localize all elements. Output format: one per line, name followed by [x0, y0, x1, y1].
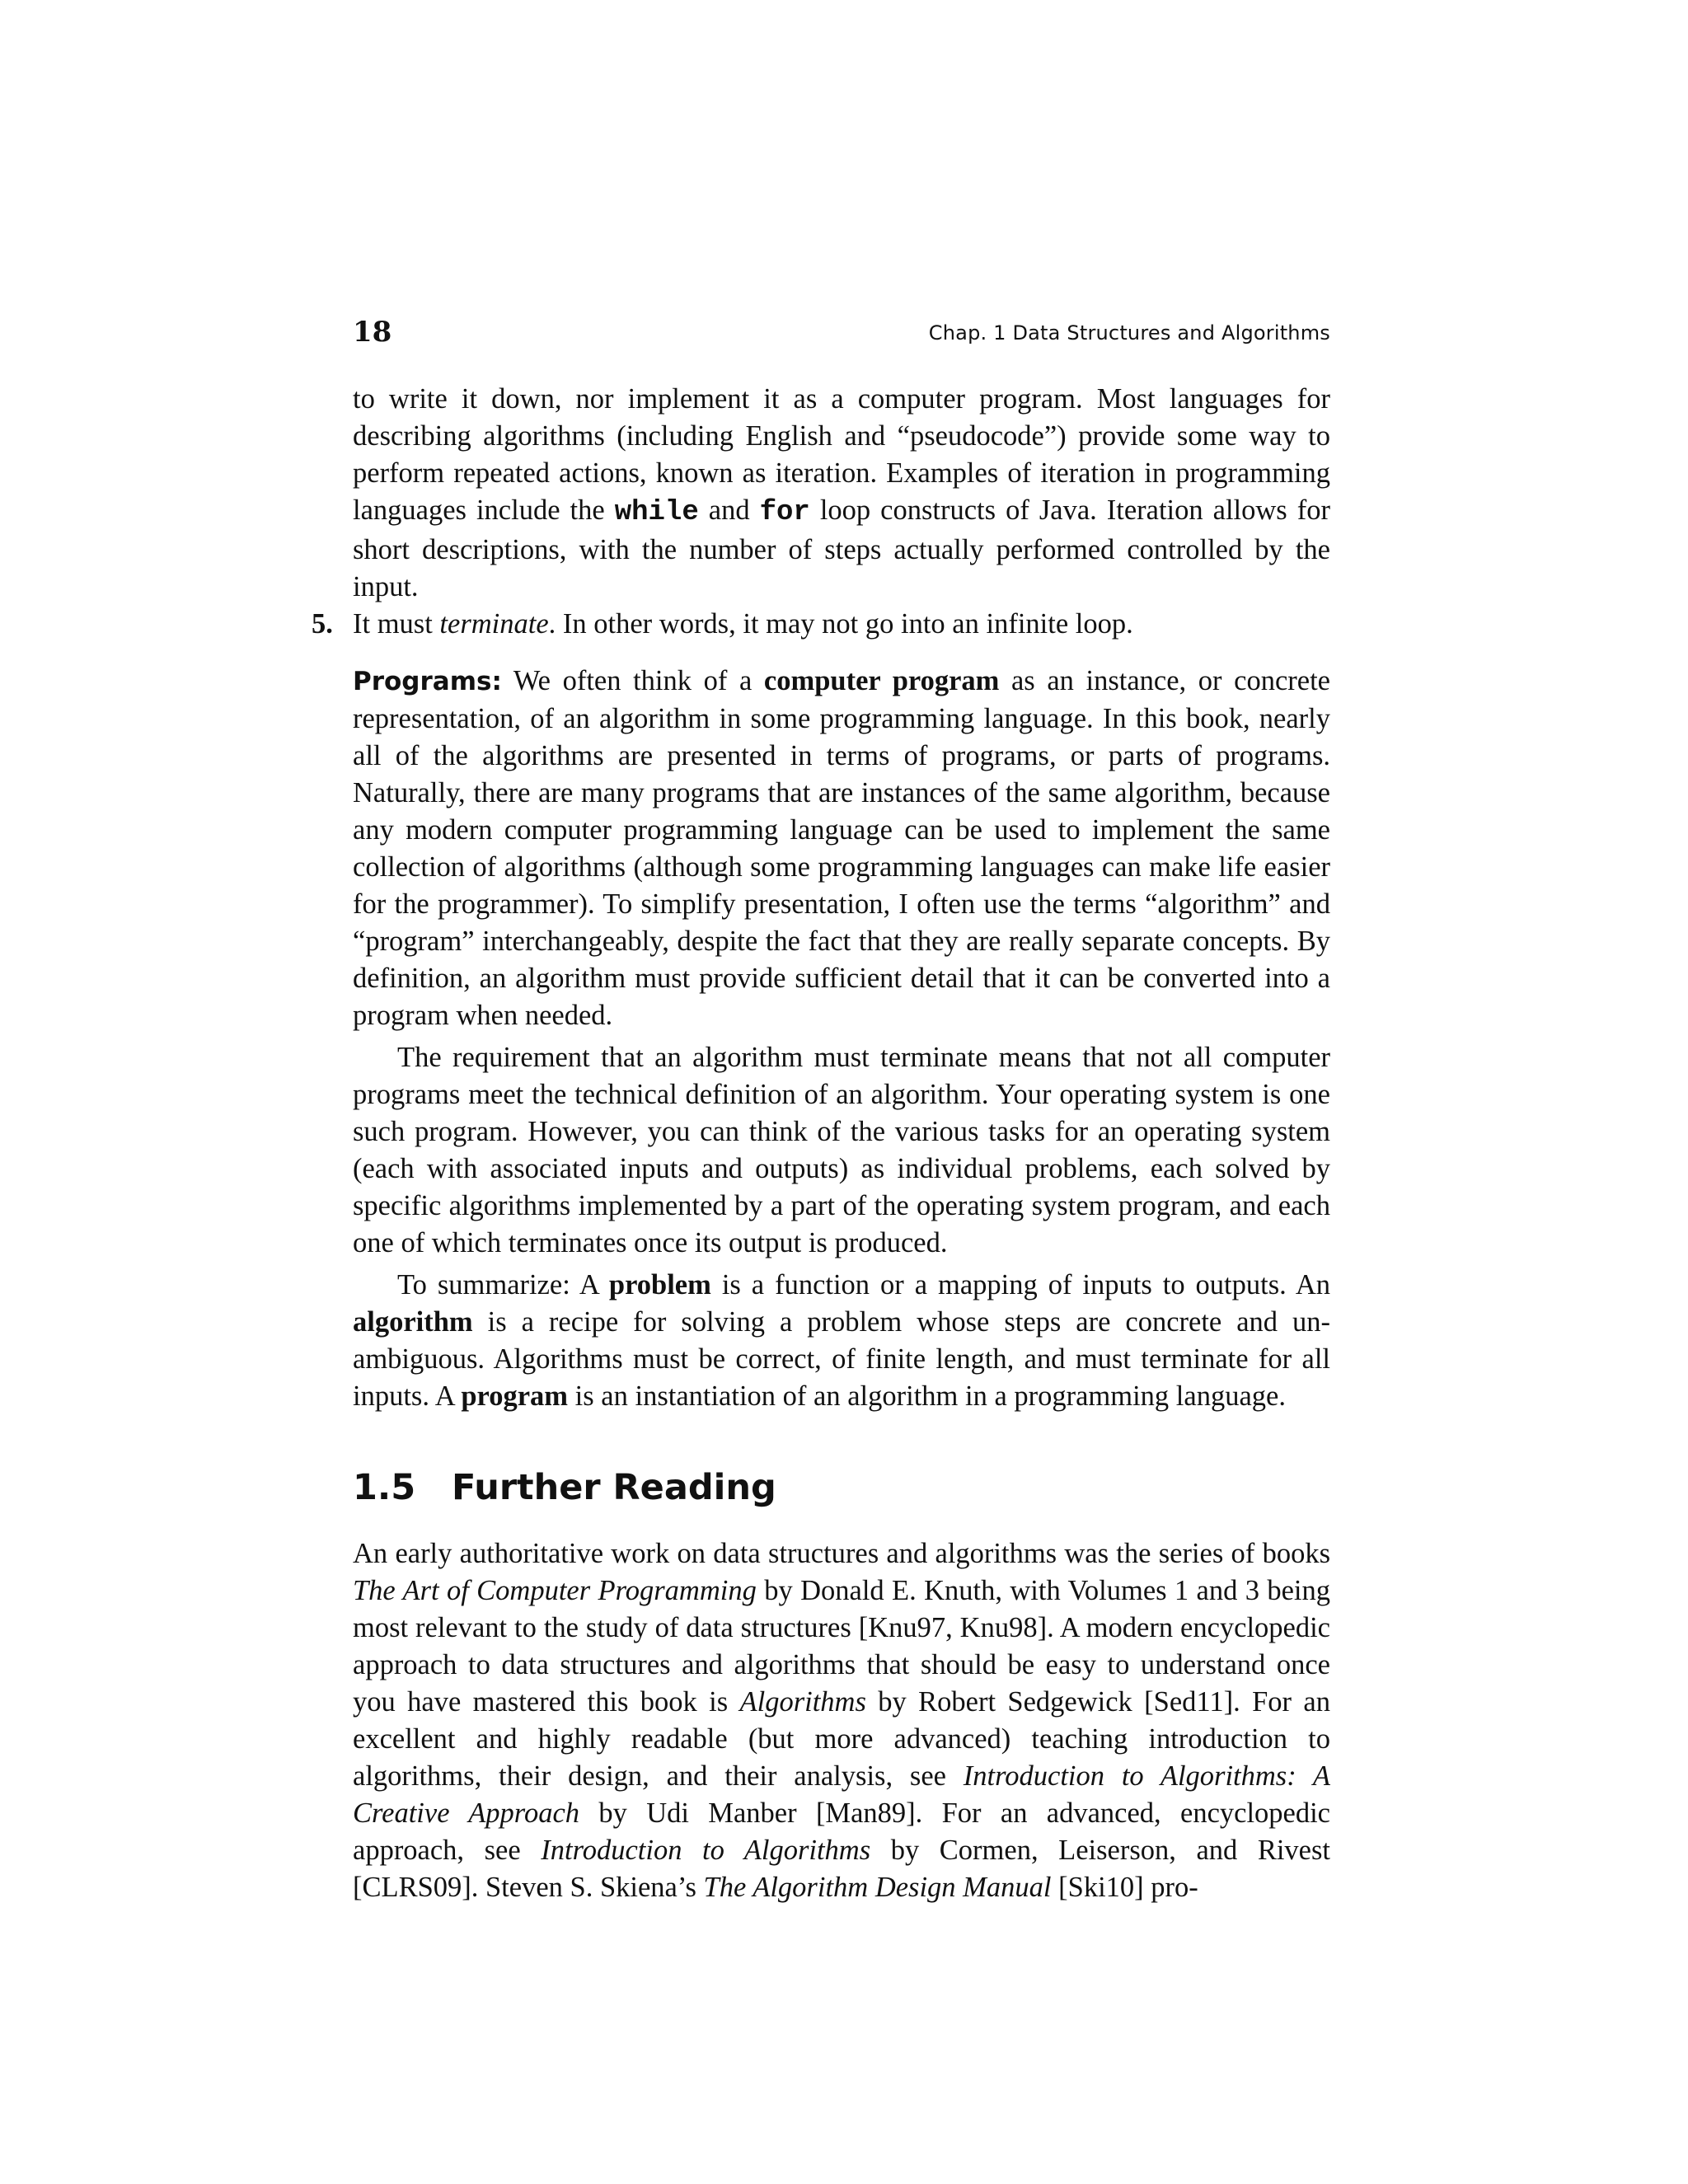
page-body [312, 381, 1331, 1906]
text-run: [Ski10] pro- [1051, 1872, 1198, 1903]
text-run: and [698, 494, 760, 526]
book-title-clrs: Introduction to Algorithms [541, 1835, 871, 1866]
term-computer-program: computer program [763, 665, 1000, 696]
paragraph-further-reading [353, 1535, 1330, 1906]
code-for: for [759, 497, 810, 528]
term-problem: problem [608, 1269, 711, 1301]
text-run: We often think of a [501, 665, 764, 696]
emphasis-terminate: terminate [439, 608, 549, 640]
page-number: 18 [353, 316, 392, 349]
text-run: loop constructs of Java. Iteration allows for short descriptions, with the number of steps actually performed controlled by the input. [353, 494, 1330, 602]
term-algorithm: algorithm [353, 1306, 473, 1338]
paragraph-requirement: The requirement that an algorithm must terminate means that not all computer programs meet the technical definition of an algorithm. Your operating system is one such program. However, you can think of the various tasks for an operating system (each with associated inputs and outputs) as individual problems, each solved by specific algorithms implemented by a part of the operating system program, and each one of which terminates once its output is produced. [353, 1042, 1330, 1258]
text-run: by Cormen, Leiserson, and Rivest [CLRS09]. Steven S. Skiena’s [353, 1835, 1331, 1903]
text-run: by Robert Sedgewick [Sed11]. For an excellent and highly readable (but more advanced) teaching introduction to algorithms, their design, and their analysis, see [353, 1686, 1330, 1792]
text-run: to write it down, nor implement it as a computer program. Most languages for describing algorithms (including English and “pseudocode”) provide some way to perform repeated actions, known as iteration. Examples of iteration in programming languages include the [353, 383, 1330, 526]
text-run: An early authoritative work on data structures and algorithms was the series of books [353, 1538, 1330, 1569]
list-item-4-continuation [353, 381, 1330, 606]
list-item-5 [312, 606, 1330, 643]
book-title-algorithms: Algorithms [739, 1686, 866, 1718]
text-run: is a function or a mapping of inputs to outputs. An [710, 1269, 1331, 1301]
section-title: Further Reading [452, 1467, 776, 1508]
text-run: is a recipe for solving a problem whose steps are concrete and unambiguous. Algorithms must be correct, of finite length, and must terminate for all inputs. A [353, 1306, 1330, 1412]
term-program: program [461, 1380, 569, 1412]
book-page [312, 313, 1331, 1906]
text-run: as an instance, or concrete representation, of an algorithm in some programming language. In this book, nearly all of the algorithms are presented in terms of programs, or parts of programs. Naturally, there are many programs that are instances of the same algorithm, because any modern computer programming language can be used to implement the same collection of algorithms (although some programming languages can make life easier for the programmer). To simplify presentation, I often use the terms “algorithm” and “program” interchangeably, despite the fact that they are really separate concepts. By definition, an algorithm must provide sufficient detail that it can be converted into a program when needed. [353, 665, 1330, 1031]
section-heading [353, 1465, 1330, 1511]
text-run: It must [353, 608, 440, 640]
text-run: is an instantiation of an algorithm in a programming language. [568, 1380, 1286, 1412]
section-number: 1.5 [353, 1467, 416, 1508]
run-in-heading-programs: Programs: [353, 667, 502, 696]
code-while: while [614, 497, 699, 528]
chapter-title: Chap. 1 Data Structures and Algorithms [928, 321, 1330, 344]
list-number: 5. [312, 608, 333, 640]
running-header [353, 313, 1330, 363]
book-title-taocp: The Art of Computer Programming [353, 1575, 757, 1606]
text-run: . In other words, it may not go into an infinite loop. [548, 608, 1133, 640]
text-run: by Udi Manber [Man89]. For an advanced, encyclopedic approach, see [353, 1797, 1330, 1866]
paragraph-summary [353, 1267, 1330, 1415]
book-title-skiena: The Algorithm Design Manual [703, 1872, 1052, 1903]
paragraph-programs [353, 663, 1330, 1034]
text-run: by Donald E. Knuth, with Volumes 1 and 3 being most relevant to the study of data structures [Knu97, Knu98]. A modern encyclopedic approach to data structures and algorithms that should be easy to understand once you have mastered this book is [353, 1575, 1331, 1718]
book-title-manber: Introduction to Algorithms: A Creative Approach [353, 1760, 1330, 1829]
text-run: To summarize: A [397, 1269, 609, 1301]
